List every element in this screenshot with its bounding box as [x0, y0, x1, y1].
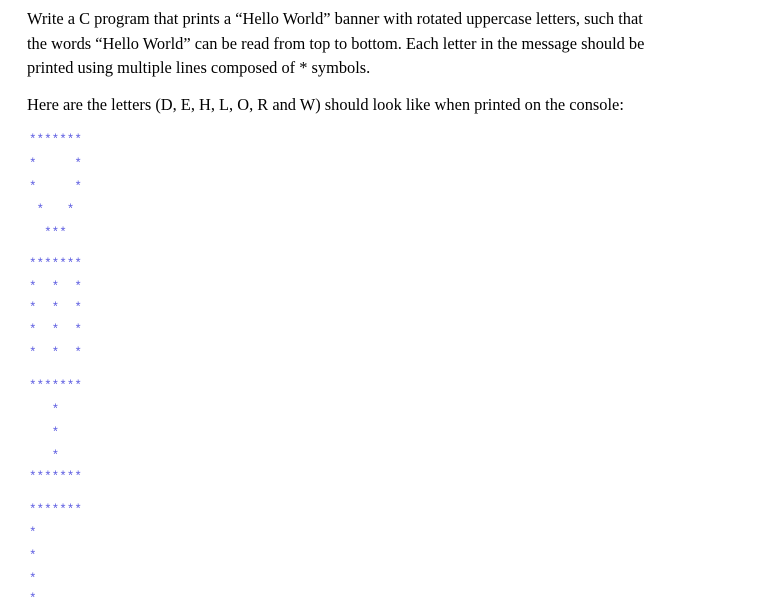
ascii-art-line: * [29, 426, 60, 440]
ascii-art-line: ******* [29, 133, 82, 147]
ascii-art-line: * * * [29, 301, 82, 315]
ascii-art-line: * * [29, 203, 75, 217]
ascii-art-line: * * [29, 180, 82, 194]
ascii-art-line: * [29, 403, 60, 417]
ascii-art-line: * * * [29, 280, 82, 294]
ascii-art-line: ******* [29, 379, 82, 393]
ascii-art-line: ******* [29, 257, 82, 271]
ascii-art-line: * * * [29, 346, 82, 360]
ascii-art-line: * [29, 549, 37, 563]
intro-paragraph [27, 7, 747, 81]
intro-line: printed using multiple lines composed of * symbols. [27, 58, 371, 77]
ascii-art-line: * [29, 572, 37, 586]
ascii-art-line: ******* [29, 503, 82, 517]
ascii-art-line: * [29, 449, 60, 463]
ascii-art-line: * * * [29, 323, 82, 337]
ascii-art-line: * * [29, 157, 82, 171]
intro-line: the words “Hello World” can be read from top to bottom. Each letter in the message should be [27, 33, 645, 53]
ascii-art-line: * [29, 592, 37, 606]
ascii-art-line: * [29, 526, 37, 540]
ascii-art-line: ******* [29, 470, 82, 484]
letters-intro-paragraph: Here are the letters (D, E, H, L, O, R and W) should look like when printed on the console: [27, 95, 624, 114]
ascii-art-line: *** [29, 226, 67, 240]
intro-line: Write a C program that prints a “Hello World” banner with rotated uppercase letters, such that [27, 9, 643, 28]
